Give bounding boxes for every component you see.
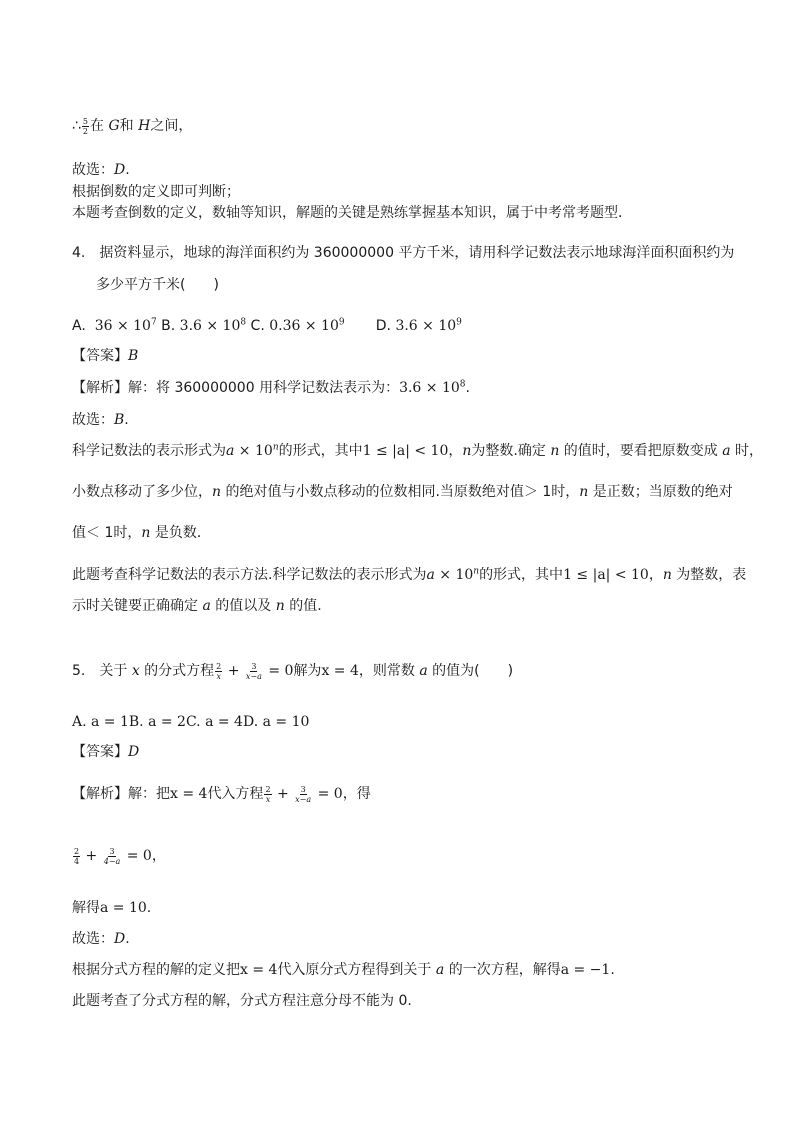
fraction-3-x-minus-a: $\frac{3}{x-a}$ <box>245 661 262 681</box>
question-4-explanation-2: 小数点移动了多少位，n 的绝对值与小数点移动的位数相同.当原数绝对值＞ 1时，n 是正数；当原数的绝对 <box>72 484 733 500</box>
question-5-answer: 【答案】D <box>72 744 140 760</box>
question-4-explanation-3: 值＜ 1时，n 是负数． <box>72 525 211 541</box>
fraction-3-x-minus-a: $\frac{3}{x-a}$ <box>295 784 312 804</box>
question-5-options: A. a = 1B. a = 2C. a = 4D. a = 10 <box>72 714 310 730</box>
question-5-choose: 故选：D. <box>72 931 130 947</box>
fraction-2-x: $\frac{2}{x}$ <box>216 661 222 681</box>
question-4-explanation-1: 科学记数法的表示形式为$a \times 10^n$的形式，其中1 ≤ |a| < 10，n为整数.确定 n 的值时，要看把原数变成 a 时， <box>72 442 764 459</box>
question-5-summary: 此题考查了分式方程的解，分式方程注意分母不能为 0. <box>72 993 412 1009</box>
question-4-summary-1: 此题考查科学记数法的表示方法.科学记数法的表示形式为$a \times 10^n$的形式，其中1 ≤ |a| < 10，n 为整数，表 <box>72 566 747 583</box>
fraction-2-x: $\frac{2}{x}$ <box>265 784 271 804</box>
question-4-analysis: 【解析】解：将 360000000 用科学记数法表示为：$3.6 \times 10^8$. <box>72 379 470 396</box>
question-5-result: 解得a = 10. <box>72 900 152 916</box>
fraction-3-4-minus-a: $\frac{3}{4-a}$ <box>103 846 121 866</box>
question-5-step: $\frac{2}{4}$ + $\frac{3}{4-a}$ = 0， <box>74 846 166 866</box>
explanation-line: 根据倒数的定义即可判断； <box>72 184 240 200</box>
question-5-analysis: 【解析】解：把x = 4代入方程 $\frac{2}{x}$ + $\frac{3}{x-a}$ = 0，得 <box>72 784 371 804</box>
fraction-2-4: $\frac{2}{4}$ <box>74 846 80 866</box>
question-4-summary-2: 示时关键要正确确定 a 的值以及 n 的值. <box>72 598 322 614</box>
choose-line-1: 故选：D. <box>72 162 130 178</box>
question-4-choose: 故选：B. <box>72 412 129 428</box>
question-5-stem: 5. 关于 x 的分式方程 $\frac{2}{x}$ + $\frac{3}{x-a}$ = 0解为x = 4，则常数 a 的值为( ) <box>72 661 514 681</box>
question-4-options: A. $36 \times 10^7$ B. $3.6 \times 10^8$ C. $0.36 \times 10^9$ D. $3.6 \times 10^9$ <box>72 317 462 334</box>
question-4-stem-cont: 多少平方千米( ) <box>96 277 219 293</box>
question-5-explanation: 根据分式方程的解的定义把x = 4代入原分式方程得到关于 a 的一次方程，解得a = −1. <box>72 962 615 978</box>
line-therefore: ∴ $\frac{5}{2}$ 在 G和 H之间， <box>72 116 193 136</box>
fraction-5-2: $\frac{5}{2}$ <box>82 116 89 136</box>
question-4-answer: 【答案】B <box>72 348 139 364</box>
summary-line: 本题考查倒数的定义，数轴等知识，解题的关键是熟练掌握基本知识，属于中考常考题型． <box>72 205 632 221</box>
question-4-stem: 4. 据资料显示，地球的海洋面积约为 360000000 平方千米，请用科学记数法表示地球海洋面积面积约为 <box>72 245 735 261</box>
